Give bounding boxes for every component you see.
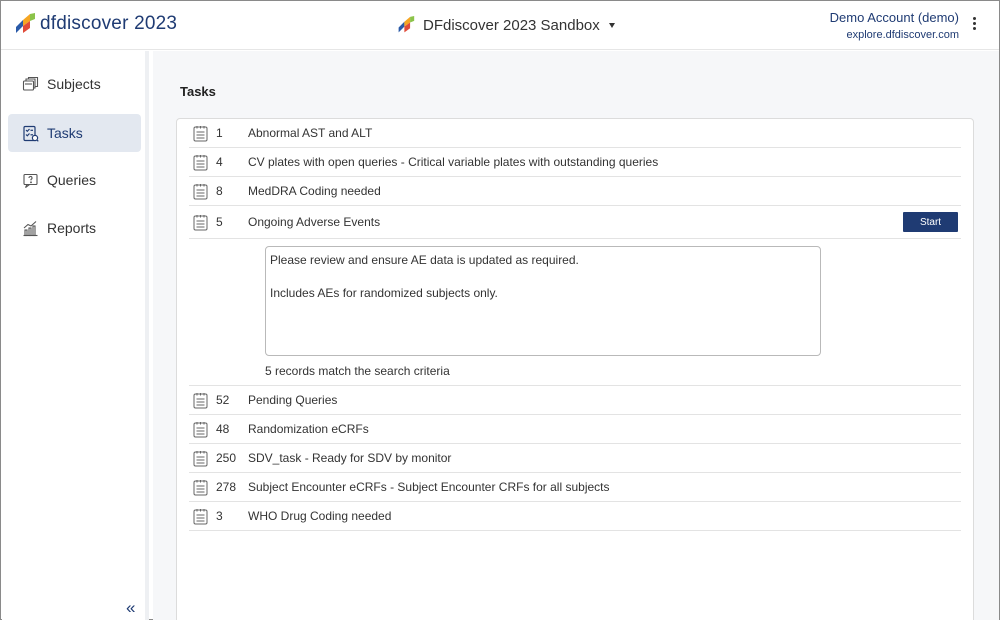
task-row[interactable] [189, 415, 961, 444]
task-count: 8 [216, 184, 223, 198]
sidebar-item-queries[interactable] [8, 161, 141, 199]
task-description [265, 246, 821, 356]
task-count: 250 [216, 451, 237, 465]
task-list-icon [193, 392, 208, 409]
start-button[interactable]: Start [903, 212, 958, 232]
task-row[interactable] [189, 473, 961, 502]
task-row[interactable] [189, 386, 961, 415]
account-name[interactable]: Demo Account (demo) [829, 10, 959, 25]
sidebar-item-reports[interactable] [8, 209, 141, 247]
sidebar [2, 51, 149, 620]
task-count: 5 [216, 215, 223, 229]
task-list-icon [193, 508, 208, 525]
task-label: Pending Queries [248, 393, 338, 407]
study-name: DFdiscover 2023 Sandbox [423, 16, 600, 34]
task-label: Subject Encounter eCRFs - Subject Encounter CRFs for all subjects [248, 480, 610, 494]
sidebar-item-label: Tasks [47, 125, 83, 141]
description-line: Includes AEs for randomized subjects only. [270, 286, 498, 300]
task-row[interactable] [189, 119, 961, 148]
page-title: Tasks [180, 84, 216, 99]
queries-icon [22, 172, 39, 189]
task-label: WHO Drug Coding needed [248, 509, 392, 523]
task-count: 3 [216, 509, 223, 523]
task-row-expanded[interactable] [189, 206, 961, 239]
task-label: Randomization eCRFs [248, 422, 369, 436]
task-count: 4 [216, 155, 223, 169]
task-row[interactable] [189, 502, 961, 531]
subjects-icon [22, 76, 39, 93]
logo-text: dfdiscover 2023 [40, 13, 178, 34]
account-info[interactable] [830, 10, 959, 41]
task-label: CV plates with open queries - Critical variable plates with outstanding queries [248, 155, 659, 169]
top-header [1, 1, 999, 50]
task-count: 48 [216, 422, 230, 436]
sidebar-item-label: Subjects [47, 76, 101, 92]
task-count: 1 [216, 126, 223, 140]
task-list-icon [193, 450, 208, 467]
sidebar-item-tasks[interactable] [8, 114, 141, 152]
study-selector[interactable] [397, 16, 615, 34]
account-server: explore.dfdiscover.com [846, 29, 959, 41]
sidebar-item-label: Reports [47, 220, 97, 236]
app-logo[interactable] [14, 13, 177, 35]
study-logo-icon [397, 16, 415, 34]
more-vertical-icon[interactable] [971, 17, 977, 35]
task-row[interactable] [189, 177, 961, 206]
description-line: Please review and ensure AE data is updated as required. [270, 253, 579, 267]
task-list-icon [193, 214, 208, 231]
match-count-text: 5 records match the search criteria [265, 364, 450, 378]
task-list-icon [193, 421, 208, 438]
task-label: Ongoing Adverse Events [248, 215, 381, 229]
task-list-icon [193, 154, 208, 171]
task-list-icon [193, 479, 208, 496]
collapse-sidebar-icon[interactable]: « [126, 598, 136, 617]
sidebar-item-label: Queries [47, 172, 97, 188]
dfdiscover-logo-icon [14, 13, 36, 35]
task-list-icon [193, 125, 208, 142]
task-list-icon [193, 183, 208, 200]
task-label: SDV_task - Ready for SDV by monitor [248, 451, 452, 465]
task-label: Abnormal AST and ALT [248, 126, 373, 140]
task-row[interactable] [189, 444, 961, 473]
task-label: MedDRA Coding needed [248, 184, 381, 198]
task-count: 52 [216, 393, 230, 407]
caret-down-icon [609, 23, 615, 28]
tasks-icon [22, 125, 39, 142]
task-row[interactable] [189, 148, 961, 177]
sidebar-item-subjects[interactable] [8, 65, 141, 103]
reports-icon [22, 220, 39, 237]
task-count: 278 [216, 480, 237, 494]
